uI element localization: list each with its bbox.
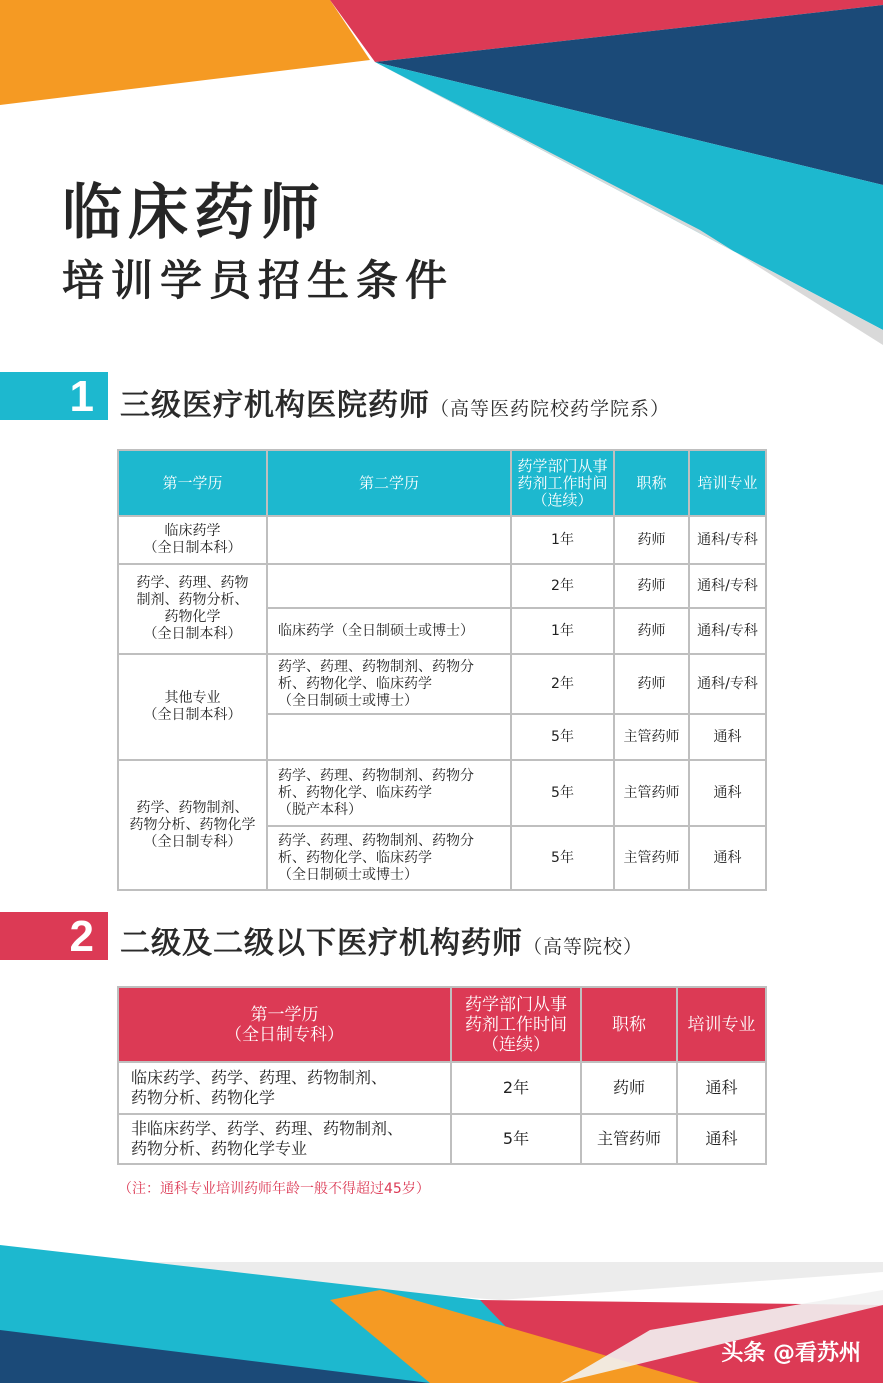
cell-major: 通科 [689, 760, 766, 826]
header-title: 职称 [581, 987, 677, 1062]
header-title: 职称 [614, 450, 689, 516]
cell-second [267, 714, 511, 760]
page-subtitle: 培训学员招生条件 [62, 256, 455, 305]
page-title: 临床药师 [62, 178, 326, 248]
header-first-degree: 第一学历 [118, 450, 267, 516]
table-header-row [118, 987, 766, 1062]
section1-number: 1 [69, 372, 94, 421]
section1-table [117, 449, 767, 891]
section2-heading-paren: （高等院校） [523, 936, 644, 958]
cell-second [267, 516, 511, 564]
table-row [118, 1062, 766, 1114]
cell-second: 药学、药理、药物制剂、药物分 析、药物化学、临床药学 （脱产本科） [267, 760, 511, 826]
cell-first: 临床药学 （全日制本科） [118, 516, 267, 564]
table-header-row [118, 450, 766, 516]
cell-title: 药师 [614, 564, 689, 608]
cell-first: 药学、药物制剂、 药物分析、药物化学 （全日制专科） [118, 760, 267, 890]
cell-first: 非临床药学、药学、药理、药物制剂、 药物分析、药物化学专业 [118, 1114, 451, 1164]
header-first-degree: 第一学历 （全日制专科） [118, 987, 451, 1062]
cell-years: 2年 [511, 654, 614, 714]
cell-title: 药师 [614, 608, 689, 654]
cell-years: 5年 [511, 760, 614, 826]
cell-years: 1年 [511, 608, 614, 654]
section1-heading [120, 380, 670, 424]
table-row [118, 760, 766, 826]
table-row [118, 654, 766, 714]
cell-first: 其他专业 （全日制本科） [118, 654, 267, 760]
cell-title: 药师 [581, 1062, 677, 1114]
cell-years: 2年 [451, 1062, 581, 1114]
cell-first: 临床药学、药学、药理、药物制剂、 药物分析、药物化学 [118, 1062, 451, 1114]
cell-major: 通科 [677, 1114, 766, 1164]
cell-major: 通科 [689, 714, 766, 760]
cell-years: 2年 [511, 564, 614, 608]
cell-major: 通科 [689, 826, 766, 890]
header-work-time: 药学部门从事 药剂工作时间 （连续） [511, 450, 614, 516]
footnote: （注：通科专业培训药师年龄一般不得超过45岁） [118, 1181, 430, 1197]
header-second-degree: 第二学历 [267, 450, 511, 516]
cell-years: 5年 [451, 1114, 581, 1164]
section2-table [117, 986, 767, 1165]
section2-heading [120, 918, 643, 962]
cell-years: 5年 [511, 826, 614, 890]
cell-second [267, 564, 511, 608]
cell-years: 1年 [511, 516, 614, 564]
header-major: 培训专业 [689, 450, 766, 516]
cell-second: 药学、药理、药物制剂、药物分 析、药物化学、临床药学 （全日制硕士或博士） [267, 826, 511, 890]
header-major: 培训专业 [677, 987, 766, 1062]
table-row [118, 1114, 766, 1164]
header-work-time: 药学部门从事 药剂工作时间 （连续） [451, 987, 581, 1062]
section2-number: 2 [69, 912, 94, 961]
cell-major: 通科 [677, 1062, 766, 1114]
cell-major: 通科/专科 [689, 564, 766, 608]
section1-heading-paren: （高等医药院校药学院系） [430, 398, 671, 420]
cell-title: 主管药师 [614, 760, 689, 826]
watermark: 头条 @看苏州 [721, 1341, 861, 1366]
table-row [118, 516, 766, 564]
cell-first: 药学、药理、药物 制剂、药物分析、 药物化学 （全日制本科） [118, 564, 267, 654]
cell-title: 药师 [614, 654, 689, 714]
cell-major: 通科/专科 [689, 608, 766, 654]
cell-major: 通科/专科 [689, 654, 766, 714]
cell-second: 临床药学（全日制硕士或博士） [267, 608, 511, 654]
cell-title: 药师 [614, 516, 689, 564]
cell-major: 通科/专科 [689, 516, 766, 564]
cell-title: 主管药师 [581, 1114, 677, 1164]
cell-years: 5年 [511, 714, 614, 760]
cell-title: 主管药师 [614, 714, 689, 760]
section1-heading-text: 三级医疗机构医院药师 [120, 388, 430, 423]
cell-second: 药学、药理、药物制剂、药物分 析、药物化学、临床药学 （全日制硕士或博士） [267, 654, 511, 714]
cell-title: 主管药师 [614, 826, 689, 890]
section2-heading-text: 二级及二级以下医疗机构药师 [120, 926, 523, 961]
table-row [118, 564, 766, 608]
